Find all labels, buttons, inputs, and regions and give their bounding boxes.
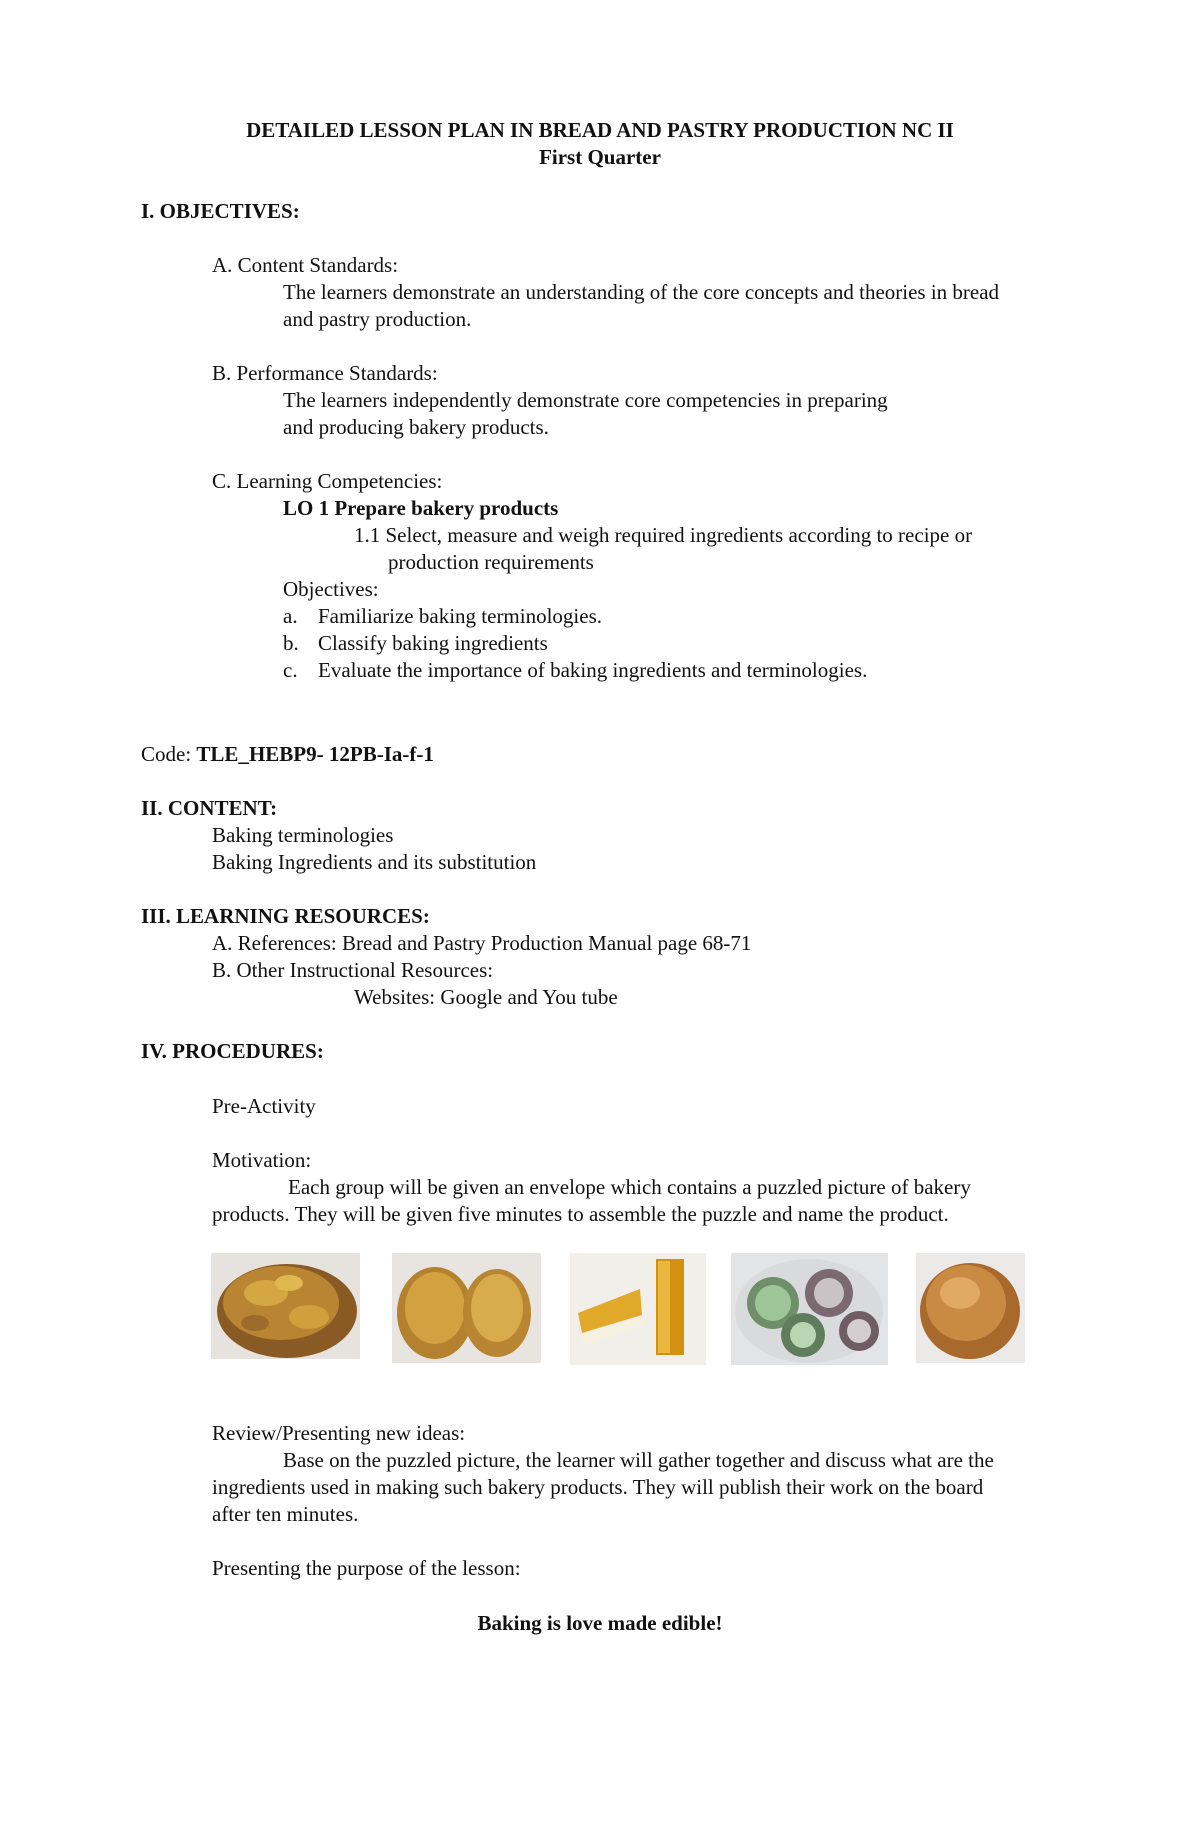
content-standards-text: and pastry production. bbox=[283, 307, 472, 331]
references-line: A. References: Bread and Pastry Production Manual page 68-71 bbox=[212, 931, 752, 955]
competency-item: 1.1 Select, measure and weigh required ingredients according to recipe or bbox=[354, 523, 973, 547]
objective-marker: a. bbox=[283, 604, 298, 628]
code-value: TLE_HEBP9- 12PB-Ia-f-1 bbox=[196, 742, 434, 766]
lesson-quote: Baking is love made edible! bbox=[477, 1611, 723, 1635]
objective-item: Evaluate the importance of baking ingredients and terminologies. bbox=[318, 658, 868, 682]
objectives-heading: I. OBJECTIVES: bbox=[141, 199, 300, 223]
objective-marker: b. bbox=[283, 631, 299, 655]
competency-item: production requirements bbox=[388, 550, 594, 574]
bakery-photo-2 bbox=[392, 1253, 541, 1363]
motivation-text: Each group will be given an envelope which contains a puzzled picture of bakery bbox=[288, 1175, 971, 1199]
pre-activity-label: Pre-Activity bbox=[212, 1094, 316, 1118]
document-title: DETAILED LESSON PLAN IN BREAD AND PASTRY PRODUCTION NC II bbox=[246, 118, 954, 142]
content-heading: II. CONTENT: bbox=[141, 796, 278, 820]
bakery-photo-1 bbox=[211, 1253, 360, 1359]
objective-item: Classify baking ingredients bbox=[318, 631, 548, 655]
objectives-sublabel: Objectives: bbox=[283, 577, 379, 601]
performance-standards-label: B. Performance Standards: bbox=[212, 361, 438, 385]
review-text: ingredients used in making such bakery products. They will publish their work on the board bbox=[212, 1475, 984, 1499]
bakery-photo-4 bbox=[731, 1253, 888, 1365]
review-label: Review/Presenting new ideas: bbox=[212, 1421, 466, 1445]
performance-standards-text: and producing bakery products. bbox=[283, 415, 549, 439]
resources-heading: III. LEARNING RESOURCES: bbox=[141, 904, 430, 928]
bakery-photo-3 bbox=[570, 1253, 706, 1365]
content-item: Baking terminologies bbox=[212, 823, 394, 847]
other-resources-line: B. Other Instructional Resources: bbox=[212, 958, 494, 982]
learning-outcome: LO 1 Prepare bakery products bbox=[283, 496, 559, 520]
content-item: Baking Ingredients and its substitution bbox=[212, 850, 537, 874]
review-text: Base on the puzzled picture, the learner will gather together and discuss what are the bbox=[283, 1448, 994, 1472]
learning-competencies-label: C. Learning Competencies: bbox=[212, 469, 443, 493]
content-standards-text: The learners demonstrate an understanding of the core concepts and theories in bread bbox=[283, 280, 1000, 304]
content-standards-label: A. Content Standards: bbox=[212, 253, 399, 277]
review-text: after ten minutes. bbox=[212, 1502, 359, 1526]
code-label: Code: bbox=[141, 742, 192, 766]
purpose-label: Presenting the purpose of the lesson: bbox=[212, 1556, 521, 1580]
objective-item: Familiarize baking terminologies. bbox=[318, 604, 603, 628]
code-line bbox=[141, 741, 434, 768]
motivation-label: Motivation: bbox=[212, 1148, 312, 1172]
document-subtitle: First Quarter bbox=[539, 145, 661, 169]
performance-standards-text: The learners independently demonstrate core competencies in preparing bbox=[283, 388, 888, 412]
objective-marker: c. bbox=[283, 658, 298, 682]
websites-line: Websites: Google and You tube bbox=[354, 985, 618, 1009]
motivation-text: products. They will be given five minutes to assemble the puzzle and name the product. bbox=[212, 1202, 949, 1226]
bakery-photo-5 bbox=[916, 1253, 1025, 1363]
procedures-heading: IV. PROCEDURES: bbox=[141, 1039, 324, 1063]
